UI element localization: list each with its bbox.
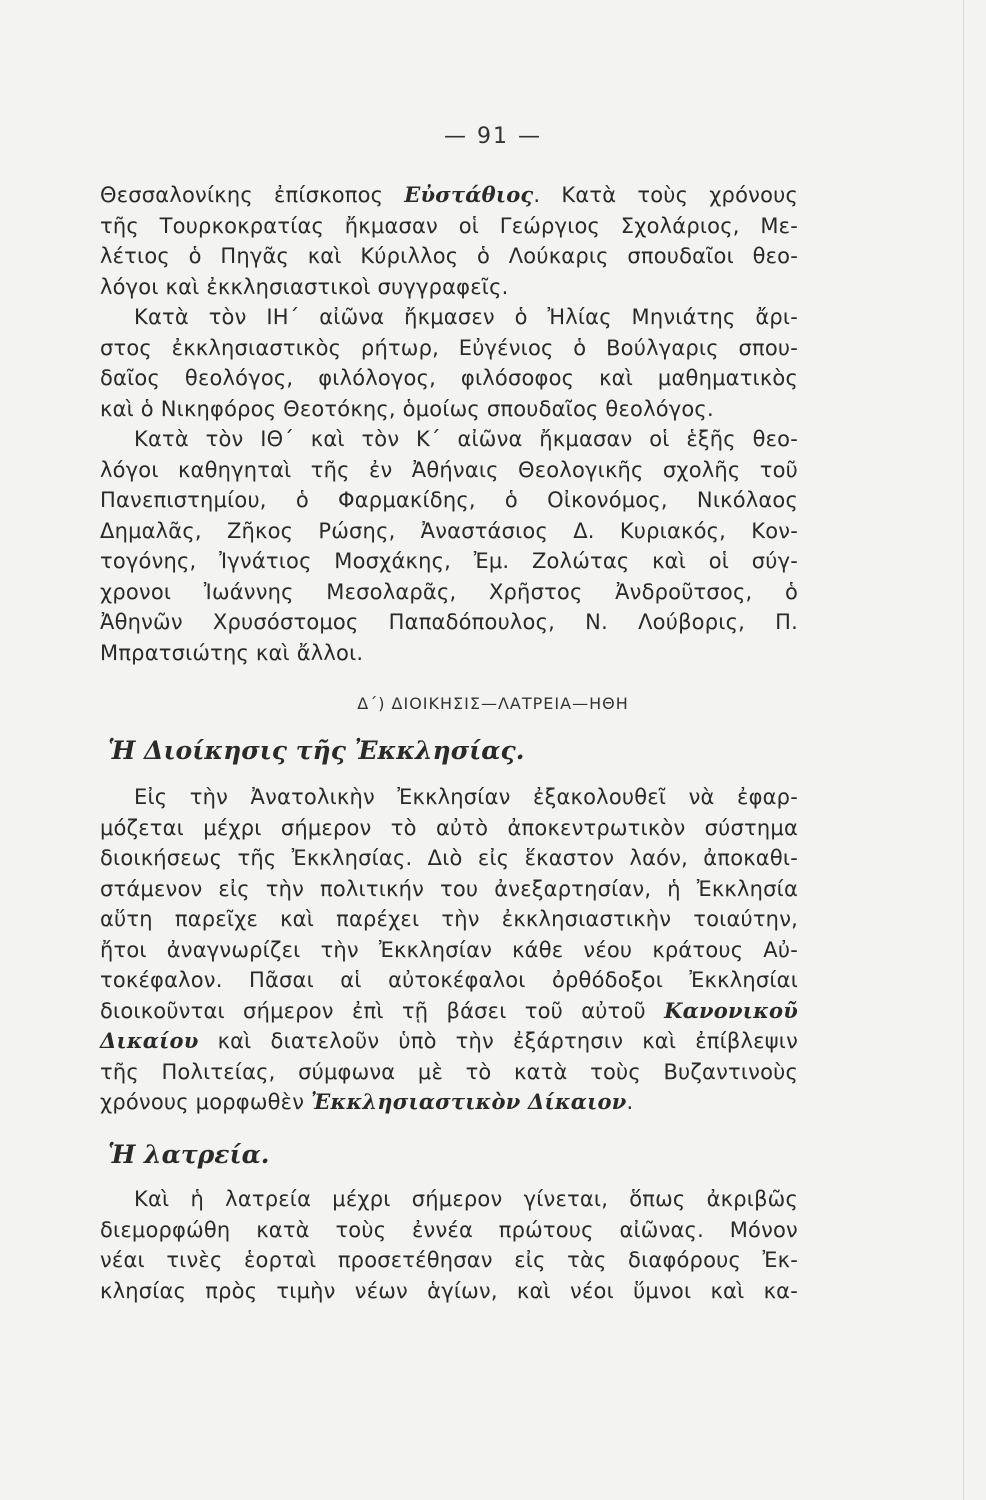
text-line: τῆς Πολιτείας, σύμφωνα μὲ τὸ κατὰ τοὺς Βυζαντινοὺς [100,1059,798,1084]
text-line: Δικαίου καὶ διατελοῦν ὑπὸ τὴν ἐξάρτησιν καὶ ἐπίβλεψιν [100,1028,798,1053]
text-line: Πανεπιστημίου, ὁ Φαρμακίδης, ὁ Οἰκονόμος, Νικόλαος [100,488,798,512]
text-line: Κατὰ τὸν ΙΗ΄ αἰῶνα ἤκμασεν ὁ Ἠλίας Μηνιάτης ἄρι- [134,305,798,329]
section-title: Δ΄) ΔΙΟΙΚΗΣΙΣ—ΛΑΤΡΕΙΑ—ΗΘΗ [357,694,629,713]
body-text-top [100,180,798,668]
text-line: χρόνους μορφωθὲν Ἐκκλησιαστικὸν Δίκαιον. [100,1089,634,1114]
text-line: δαῖος θεολόγος, φιλόλογος, φιλόσοφος καὶ μαθηματικὸς [100,366,798,390]
text-line: λέτιος ὁ Πηγᾶς καὶ Κύριλλος ὁ Λούκαρις σπουδαῖοι θεο- [100,244,798,268]
emphasized-name: Εὐστάθιος [404,182,534,207]
page-number: — 91 — [444,124,542,149]
text-line: λόγοι καθηγηταὶ τῆς ἐν Ἀθήναις Θεολογικῆς σχολῆς τοῦ [100,457,798,482]
text-line: Εἰς τὴν Ἀνατολικὴν Ἐκκλησίαν ἐξακολουθεῖ νὰ ἐφαρ- [134,785,798,809]
text-line: νέαι τινὲς ἑορταὶ προσετέθησαν εἰς τὰς διαφόρους Ἐκ- [100,1248,798,1272]
text-line: λόγοι καὶ ἐκκλησιαστικοὶ συγγραφεῖς. [100,274,509,299]
text-line: στος ἐκκλησιαστικὸς ρήτωρ, Εὐγένιος ὁ Βούλγαρις σπου- [100,335,798,360]
text-line: Ἀθηνῶν Χρυσόστομος Παπαδόπουλος, Ν. Λούβορις, Π. [100,610,798,634]
emphasized-term: Κανονικοῦ [664,997,798,1023]
subheading-worship: Ἡ λατρεία. [108,1140,270,1169]
text-line: διοικήσεως τῆς Ἐκκλησίας. Διὸ εἰς ἕκαστον λαόν, ἀποκαθι- [100,846,798,870]
page-edge [963,0,964,1500]
body-text-administration [100,782,798,1118]
text-line: στάμενον εἰς τὴν πολιτικήν του ἀνεξαρτησίαν, ἡ Ἐκκλησία [100,876,798,901]
emphasized-term: Ἐκκλησιαστικὸν Δίκαιον [311,1089,627,1114]
subheading-administration: Ἡ Διοίκησις τῆς Ἐκκλησίας. [108,736,525,765]
text-line: Θεσσαλονίκης ἐπίσκοπος Εὐστάθιος. Κατὰ τοὺς χρόνους [100,182,798,207]
text-line: αὕτη παρεῖχε καὶ παρέχει τὴν ἐκκλησιαστικὴν τοιαύτην, [100,907,798,931]
text-line: Καὶ ἡ λατρεία μέχρι σήμερον γίνεται, ὅπως ἀκριβῶς [134,1187,798,1211]
text-line: χρονοι Ἰωάννης Μεσολαρᾶς, Χρῆστος Ἀνδροῦτσος, ὁ [100,579,798,604]
text-line: διεμορφώθη κατὰ τοὺς ἐννέα πρώτους αἰῶνας. Μόνον [100,1217,798,1242]
text-line: τοκέφαλον. Πᾶσαι αἱ αὐτοκέφαλοι ὀρθόδοξοι Ἐκκλησίαι [100,968,798,992]
text-line: Κατὰ τὸν ΙΘ΄ καὶ τὸν Κ΄ αἰῶνα ἤκμασαν οἱ ἑξῆς θεο- [134,427,798,451]
text-line: ἤτοι ἀναγνωρίζει τὴν Ἐκκλησίαν κάθε νέου κράτους Αὐ- [100,937,798,962]
emphasized-term: Δικαίου [100,1028,199,1053]
text-line: διοικοῦνται σήμερον ἐπὶ τῇ βάσει τοῦ αὐτοῦ Κανονικοῦ [100,997,798,1023]
text-line: Δημαλᾶς, Ζῆκος Ρώσης, Ἀναστάσιος Δ. Κυριακός, Κον- [100,518,798,543]
body-text-worship [100,1184,798,1306]
text-line: καὶ ὁ Νικηφόρος Θεοτόκης, ὁμοίως σπουδαῖος θεολόγος. [100,396,714,421]
text-line: τῆς Τουρκοκρατίας ἤκμασαν οἱ Γεώργιος Σχολάριος, Με- [100,213,798,238]
text-line: Μπρατσιώτης καὶ ἄλλοι. [100,640,364,665]
text-line: μόζεται μέχρι σήμερον τὸ αὐτὸ ἀποκεντρωτικὸν σύστημα [100,815,798,840]
text-line: τογόνης, Ἰγνάτιος Μοσχάκης, Ἐμ. Ζολώτας καὶ οἱ σύγ- [100,549,798,573]
text-line: κλησίας πρὸς τιμὴν νέων ἁγίων, καὶ νέοι ὕμνοι καὶ κα- [100,1278,798,1303]
